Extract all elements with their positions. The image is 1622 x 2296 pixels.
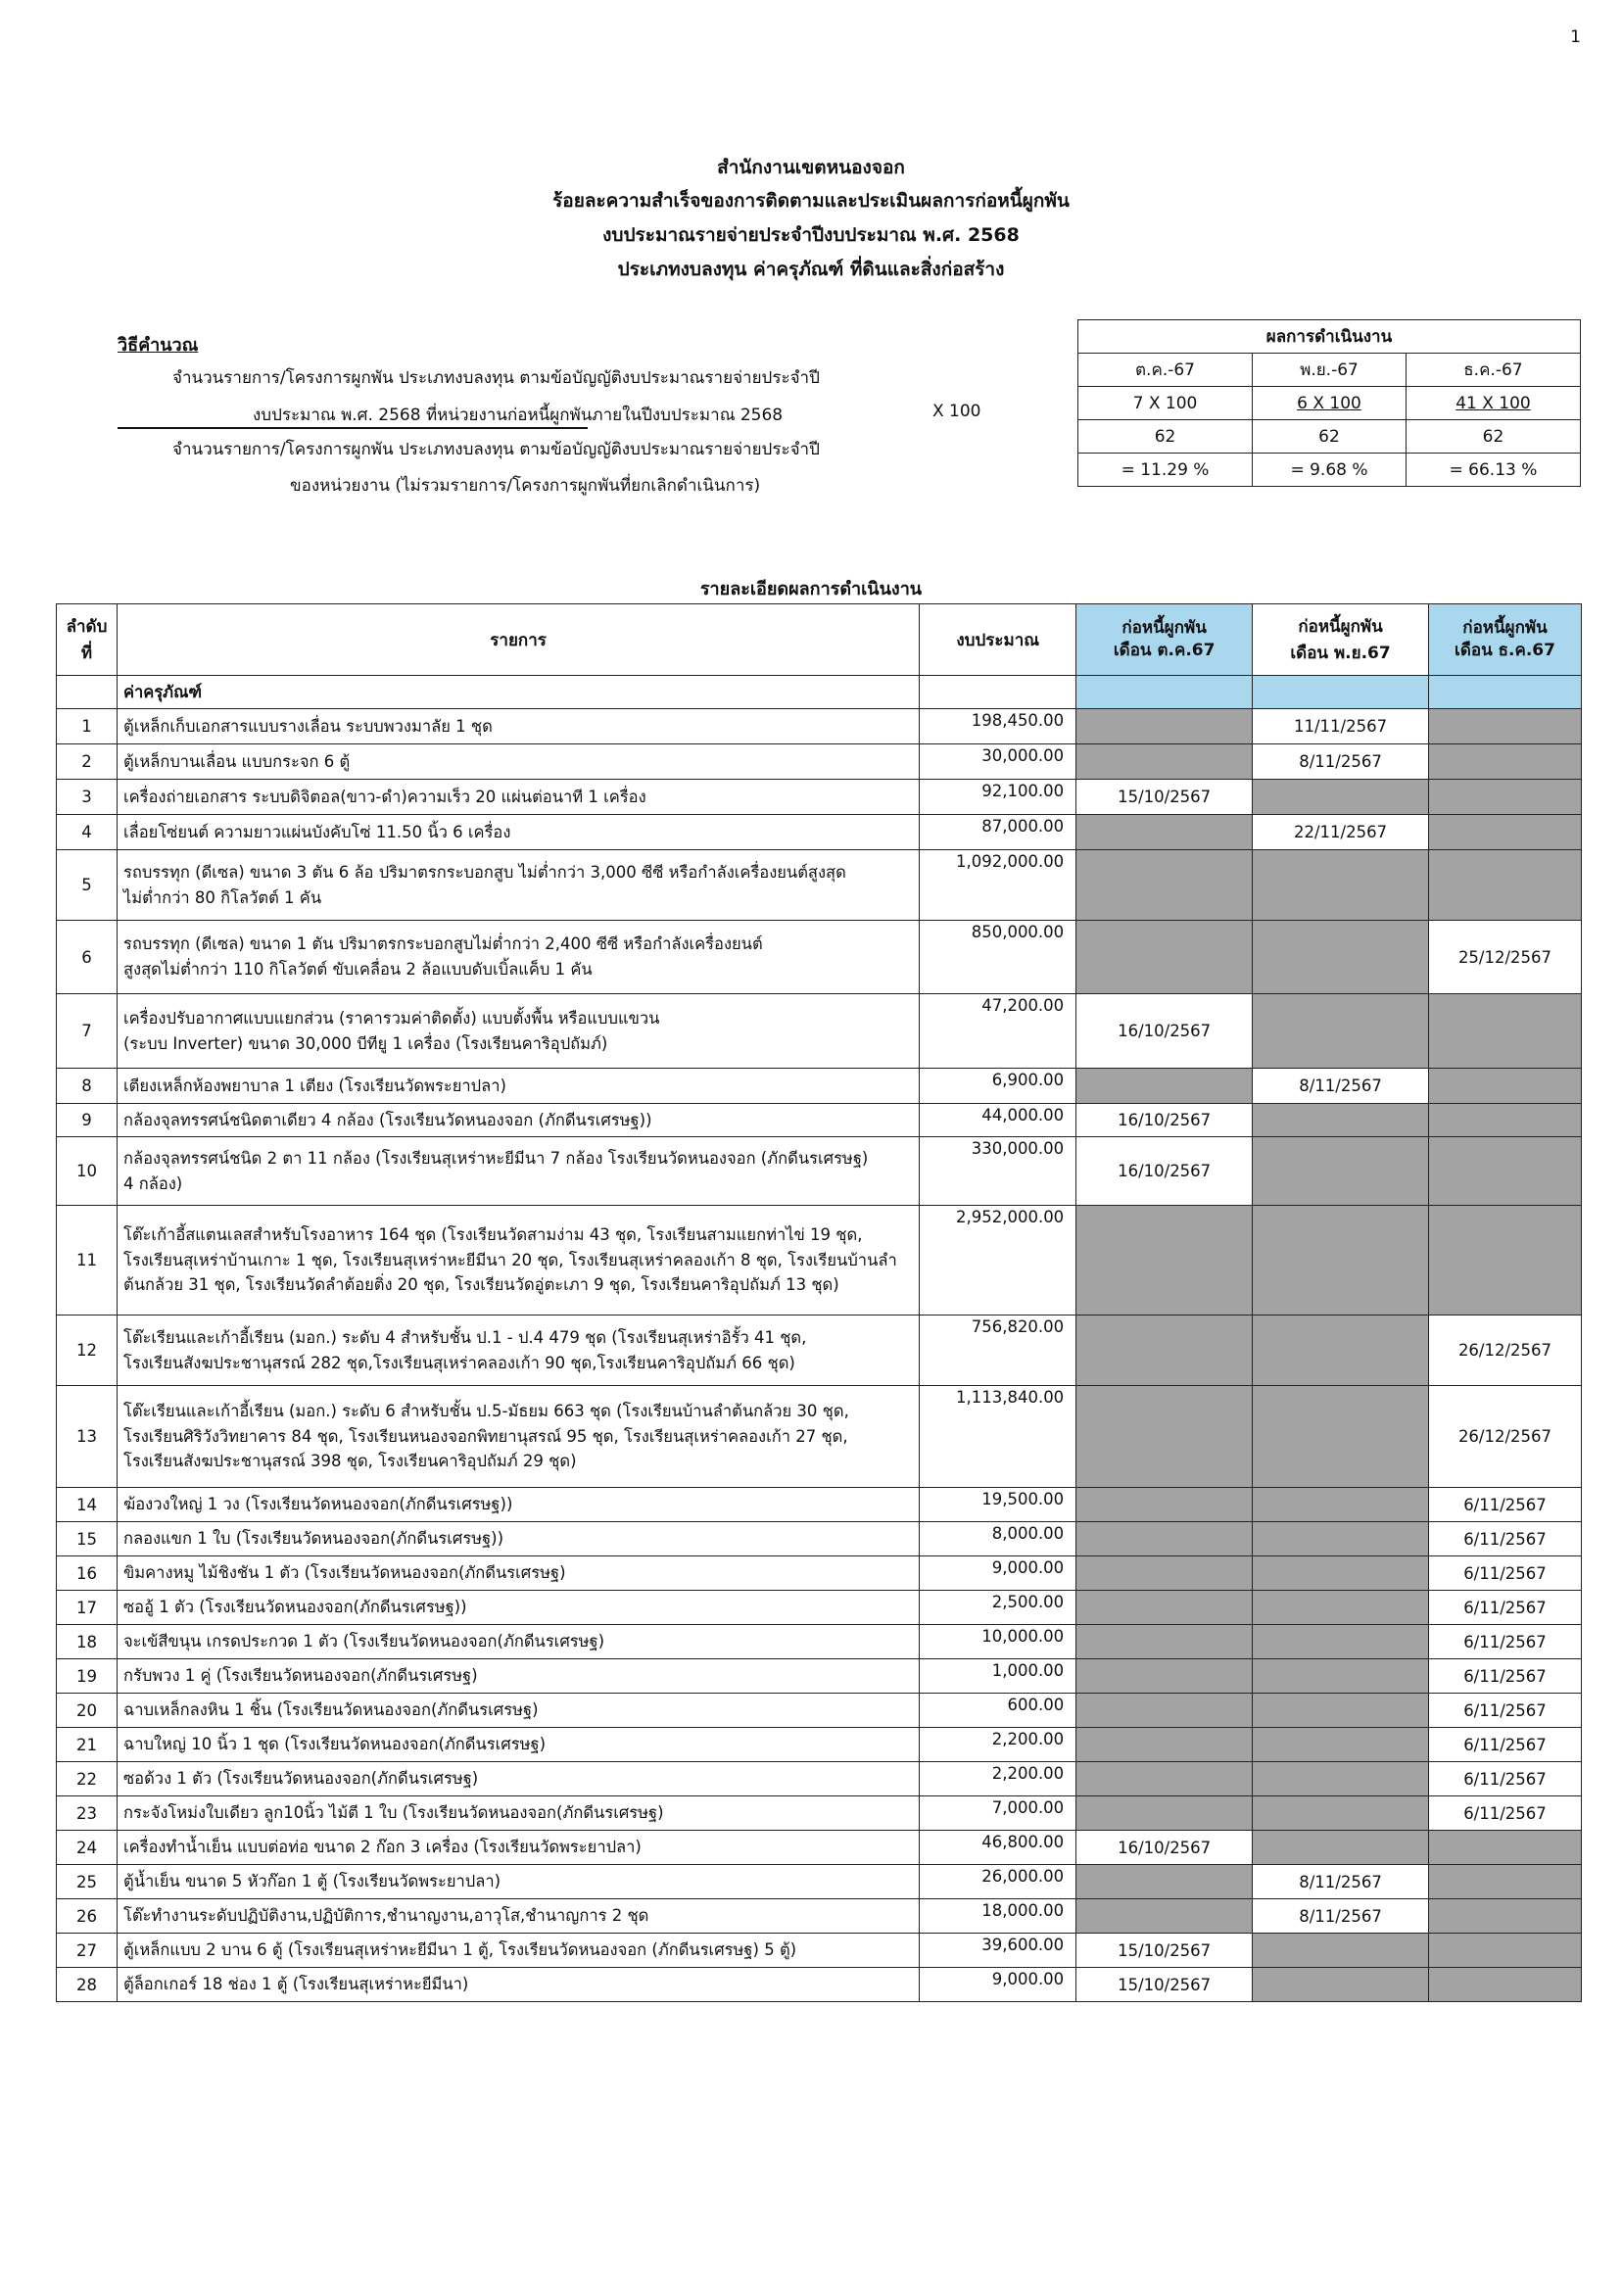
row-item-line: ตู้น้ำเย็น ขนาด 5 หัวก๊อก 1 ตู้ (โรงเรียนวัดพระยาปลา) [122, 1872, 501, 1891]
row-commit-dec [1429, 1831, 1582, 1865]
row-commit-nov [1253, 1556, 1429, 1591]
page-number: 1 [1570, 27, 1581, 47]
row-commit-oct: 16/10/2567 [1076, 1104, 1253, 1137]
row-number: 24 [57, 1831, 118, 1865]
row-commit-dec: 26/12/2567 [1429, 1386, 1582, 1488]
row-commit-oct: 16/10/2567 [1076, 1137, 1253, 1206]
row-commit-nov [1253, 994, 1429, 1069]
header-oct-line-2: เดือน ต.ค.67 [1113, 641, 1216, 660]
row-budget: 2,200.00 [920, 1762, 1076, 1796]
row-number: 19 [57, 1659, 118, 1694]
row-commit-dec: 6/11/2567 [1429, 1659, 1582, 1694]
row-commit-nov [1253, 1728, 1429, 1762]
row-commit-dec: 6/11/2567 [1429, 1796, 1582, 1831]
row-commit-dec [1429, 1069, 1582, 1104]
row-commit-dec: 26/12/2567 [1429, 1315, 1582, 1386]
row-number: 7 [57, 994, 118, 1069]
row-item-line: โรงเรียนสังฆประชานุสรณ์ 398 ชุด, โรงเรียนคาริอุปถัมภ์ 29 ชุด) [122, 1452, 577, 1471]
row-number: 14 [57, 1488, 118, 1522]
row-item-line: 4 กล้อง) [122, 1173, 183, 1193]
row-number: 3 [57, 780, 118, 815]
row-commit-nov: 8/11/2567 [1253, 1865, 1429, 1899]
row-budget: 7,000.00 [920, 1796, 1076, 1831]
row-item [117, 1104, 919, 1137]
header-oct-line-1: ก่อหนี้ผูกพัน [1121, 618, 1207, 639]
row-commit-oct [1076, 1762, 1253, 1796]
row-commit-dec: 6/11/2567 [1429, 1694, 1582, 1728]
table-row [57, 1831, 1582, 1865]
row-item-line: จะเข้สีขนุน เกรดประกวด 1 ตัว (โรงเรียนวัดหนองจอก(ภักดีนรเศรษฐ) [122, 1632, 605, 1651]
row-commit-dec [1429, 1104, 1582, 1137]
row-commit-dec [1429, 815, 1582, 850]
calc-heading: วิธีคำนวณ [118, 335, 199, 356]
category-oct-cell [1076, 676, 1253, 709]
row-item [117, 815, 919, 850]
table-row [57, 1104, 1582, 1137]
header-nov-line-2: เดือน พ.ย.67 [1290, 644, 1391, 663]
row-commit-oct [1076, 744, 1253, 780]
row-item-line: ฉาบใหญ่ 10 นิ้ว 1 ชุด (โรงเรียนวัดหนองจอก(ภักดีนรเศรษฐ) [122, 1735, 547, 1754]
row-item [117, 1865, 919, 1899]
row-item [117, 1488, 919, 1522]
table-row [57, 1934, 1582, 1968]
row-commit-dec [1429, 1206, 1582, 1315]
row-commit-oct: 15/10/2567 [1076, 1934, 1253, 1968]
category-label: ค่าครุภัณฑ์ [117, 676, 919, 709]
row-budget: 46,800.00 [920, 1831, 1076, 1865]
row-commit-oct [1076, 1796, 1253, 1831]
row-commit-oct [1076, 1386, 1253, 1488]
row-commit-nov [1253, 1796, 1429, 1831]
row-budget: 39,600.00 [920, 1934, 1076, 1968]
row-item [117, 1315, 919, 1386]
table-row [57, 1694, 1582, 1728]
result-percent-dec: = 66.13 % [1406, 454, 1580, 487]
row-commit-nov [1253, 1488, 1429, 1522]
office-name: สำนักงานเขตหนองจอก [717, 157, 905, 178]
row-item-line: กลองแขก 1 ใบ (โรงเรียนวัดหนองจอก(ภักดีนรเศรษฐ)) [122, 1529, 504, 1549]
row-commit-nov [1253, 1386, 1429, 1488]
row-commit-nov: 8/11/2567 [1253, 1069, 1429, 1104]
row-item [117, 1522, 919, 1556]
row-budget: 2,500.00 [920, 1591, 1076, 1625]
row-item-line: ต้นกล้วย 31 ชุด, โรงเรียนวัดลำต้อยติ่ง 20 ชุด, โรงเรียนวัดอู่ตะเภา 9 ชุด, โรงเรียนคาริอุปถัมภ์ 13 ชุด) [122, 1275, 839, 1295]
result-month-nov: พ.ย.-67 [1253, 354, 1407, 387]
row-commit-oct [1076, 1069, 1253, 1104]
row-budget: 9,000.00 [920, 1968, 1076, 2002]
row-budget: 9,000.00 [920, 1556, 1076, 1591]
table-row [57, 1865, 1582, 1899]
table-row [57, 1659, 1582, 1694]
row-commit-dec: 6/11/2567 [1429, 1556, 1582, 1591]
row-commit-oct: 16/10/2567 [1076, 994, 1253, 1069]
row-commit-dec [1429, 709, 1582, 744]
row-commit-nov [1253, 1104, 1429, 1137]
row-item [117, 709, 919, 744]
result-numerator-nov: 6 X 100 [1253, 387, 1407, 420]
row-commit-dec [1429, 1934, 1582, 1968]
row-item [117, 1556, 919, 1591]
row-item-line: ตู้ล็อกเกอร์ 18 ช่อง 1 ตู้ (โรงเรียนสุเหร่าหะยีมีนา) [122, 1975, 469, 1994]
row-commit-nov [1253, 1591, 1429, 1625]
investment-type-line: ประเภทงบลงทุน ค่าครุภัณฑ์ ที่ดินและสิ่งก่อสร้าง [617, 259, 1005, 280]
row-item-line: เครื่องถ่ายเอกสาร ระบบดิจิตอล(ขาว-ดำ)ความเร็ว 20 แผ่นต่อนาที 1 เครื่อง [122, 787, 646, 806]
row-commit-nov: 22/11/2567 [1253, 815, 1429, 850]
table-row [57, 1625, 1582, 1659]
row-budget: 198,450.00 [920, 709, 1076, 744]
budget-year-line: งบประมาณรายจ่ายประจำปีงบประมาณ พ.ศ. 2568 [602, 224, 1020, 246]
result-denominator-dec: 62 [1406, 420, 1580, 454]
row-item-line: โต๊ะทำงานระดับปฏิบัติงาน,ปฏิบัติการ,ชำนาญงาน,อาวุโส,ชำนาญการ 2 ชุด [122, 1906, 649, 1926]
row-item-line: รถบรรทุก (ดีเซล) ขนาด 1 ตัน ปริมาตรกระบอกสูบไม่ต่ำกว่า 2,400 ซีซี หรือกำลังเครื่องยนต์ [122, 934, 763, 954]
row-budget: 2,200.00 [920, 1728, 1076, 1762]
row-item-line: เลื่อยโซ่ยนต์ ความยาวแผ่นบังคับโซ่ 11.50 นิ้ว 6 เครื่อง [122, 822, 511, 841]
row-item [117, 921, 919, 994]
row-number: 12 [57, 1315, 118, 1386]
row-commit-oct [1076, 1315, 1253, 1386]
row-item-line: ฉาบเหล็กลงหิน 1 ชิ้น (โรงเรียนวัดหนองจอก(ภักดีนรเศรษฐ) [122, 1700, 539, 1720]
row-budget: 87,000.00 [920, 815, 1076, 850]
row-item-line: โรงเรียนสังฆประชานุสรณ์ 282 ชุด,โรงเรียนสุเหร่าคลองเก้า 90 ชุด,โรงเรียนคาริอุปถัมภ์ 66 ชุด) [122, 1353, 795, 1372]
row-item-line: โรงเรียนศิริวังวิทยาคาร 84 ชุด, โรงเรียนหนองจอกพิทยานุสรณ์ 95 ชุด, โรงเรียนสุเหร่าคลองเก้า 27 ชุด, [122, 1426, 848, 1446]
calc-denominator-line-1: จำนวนรายการ/โครงการผูกพัน ประเภทงบลงทุน ตามข้อบัญญัติงบประมาณรายจ่ายประจำปี [172, 440, 820, 459]
row-number: 27 [57, 1934, 118, 1968]
row-commit-nov [1253, 921, 1429, 994]
row-commit-oct [1076, 1556, 1253, 1591]
row-item [117, 780, 919, 815]
row-budget: 6,900.00 [920, 1069, 1076, 1104]
row-number: 5 [57, 850, 118, 921]
detail-table [56, 603, 1582, 2002]
row-commit-dec [1429, 1137, 1582, 1206]
row-item-line: โรงเรียนสุเหร่าบ้านเกาะ 1 ชุด, โรงเรียนสุเหร่าหะยีมีนา 20 ชุด, โรงเรียนสุเหร่าคลองเก้า 8 ชุด, โรงเรียนบ้านลำ [122, 1250, 897, 1269]
row-budget: 19,500.00 [920, 1488, 1076, 1522]
header-nov [1253, 604, 1429, 676]
row-budget: 1,092,000.00 [920, 850, 1076, 921]
row-item-line: ฆ้องวงใหญ่ 1 วง (โรงเรียนวัดหนองจอก(ภักดีนรเศรษฐ)) [122, 1495, 513, 1514]
result-denominator-oct: 62 [1078, 420, 1253, 454]
row-budget: 47,200.00 [920, 994, 1076, 1069]
row-commit-dec: 6/11/2567 [1429, 1625, 1582, 1659]
row-commit-oct [1076, 709, 1253, 744]
row-commit-dec [1429, 1899, 1582, 1934]
table-row [57, 1796, 1582, 1831]
row-item-line: กล้องจุลทรรศน์ชนิดตาเดียว 4 กล้อง (โรงเรียนวัดหนองจอก (ภักดีนรเศรษฐ)) [122, 1110, 652, 1129]
row-number: 4 [57, 815, 118, 850]
row-item [117, 1796, 919, 1831]
row-commit-oct [1076, 1206, 1253, 1315]
table-row [57, 1386, 1582, 1488]
row-commit-nov: 8/11/2567 [1253, 744, 1429, 780]
result-denominator-nov: 62 [1253, 420, 1407, 454]
row-item-line: ซออู้ 1 ตัว (โรงเรียนวัดหนองจอก(ภักดีนรเศรษฐ)) [122, 1598, 467, 1617]
row-item-line: ซอด้วง 1 ตัว (โรงเรียนวัดหนองจอก(ภักดีนรเศรษฐ) [122, 1769, 479, 1789]
row-commit-dec [1429, 744, 1582, 780]
table-row [57, 1556, 1582, 1591]
table-row [57, 1728, 1582, 1762]
row-budget: 92,100.00 [920, 780, 1076, 815]
row-commit-dec: 6/11/2567 [1429, 1762, 1582, 1796]
row-item [117, 1762, 919, 1796]
row-budget: 8,000.00 [920, 1522, 1076, 1556]
row-commit-nov [1253, 1762, 1429, 1796]
row-budget: 756,820.00 [920, 1315, 1076, 1386]
row-item-line: ตู้เหล็กบานเลื่อน แบบกระจก 6 ตู้ [122, 751, 351, 771]
row-item [117, 1386, 919, 1488]
table-row [57, 1968, 1582, 2002]
row-item [117, 1137, 919, 1206]
row-item-line: กระจังโหม่งใบเดียว ลูก10นิ้ว ไม้ตี 1 ใบ (โรงเรียนวัดหนองจอก(ภักดีนรเศรษฐ) [122, 1803, 664, 1823]
row-number: 22 [57, 1762, 118, 1796]
row-number: 1 [57, 709, 118, 744]
row-budget: 1,113,840.00 [920, 1386, 1076, 1488]
row-commit-nov [1253, 1968, 1429, 2002]
row-item [117, 994, 919, 1069]
row-item-line: โต๊ะเก้าอี้สแตนเลสสำหรับโรงอาหาร 164 ชุด (โรงเรียนวัดสามง่าม 43 ชุด, โรงเรียนสามแยกท่าไข่ 19 ชุด, [122, 1225, 863, 1245]
row-commit-nov: 8/11/2567 [1253, 1899, 1429, 1934]
row-number: 26 [57, 1899, 118, 1934]
category-budget-cell [920, 676, 1076, 709]
row-budget: 18,000.00 [920, 1899, 1076, 1934]
row-item [117, 1899, 919, 1934]
row-commit-oct [1076, 1591, 1253, 1625]
row-number: 18 [57, 1625, 118, 1659]
result-percent-oct: = 11.29 % [1078, 454, 1253, 487]
table-row [57, 1488, 1582, 1522]
row-commit-dec [1429, 1865, 1582, 1899]
row-item-line: ตู้เหล็กเก็บเอกสารแบบรางเลื่อน ระบบพวงมาลัย 1 ชุด [122, 716, 493, 736]
row-item-line: กรับพวง 1 คู่ (โรงเรียนวัดหนองจอก(ภักดีนรเศรษฐ) [122, 1666, 478, 1686]
row-item-line: เตียงเหล็กห้องพยาบาล 1 เตียง (โรงเรียนวัดพระยาปลา) [122, 1076, 506, 1095]
detail-body [57, 676, 1582, 2002]
row-item [117, 850, 919, 921]
results-table [1077, 319, 1581, 487]
header-dec-line-2: เดือน ธ.ค.67 [1455, 641, 1555, 660]
row-commit-nov [1253, 1315, 1429, 1386]
header-budget: งบประมาณ [920, 604, 1076, 676]
row-commit-dec: 6/11/2567 [1429, 1728, 1582, 1762]
row-item [117, 1968, 919, 2002]
row-commit-oct [1076, 1488, 1253, 1522]
header-dec [1429, 604, 1582, 676]
header-item: รายการ [117, 604, 919, 676]
row-commit-nov [1253, 1694, 1429, 1728]
row-commit-nov: 11/11/2567 [1253, 709, 1429, 744]
row-budget: 30,000.00 [920, 744, 1076, 780]
results-heading: ผลการดำเนินงาน [1078, 320, 1581, 354]
result-month-oct: ต.ค.-67 [1078, 354, 1253, 387]
row-item [117, 1934, 919, 1968]
row-budget: 26,000.00 [920, 1865, 1076, 1899]
multiplier-text: X 100 [932, 402, 981, 421]
calc-numerator-line-1: จำนวนรายการ/โครงการผูกพัน ประเภทงบลงทุน ตามข้อบัญญัติงบประมาณรายจ่ายประจำปี [172, 368, 820, 388]
row-budget: 850,000.00 [920, 921, 1076, 994]
row-number: 15 [57, 1522, 118, 1556]
fraction-rule [118, 427, 588, 429]
header-nov-line-1: ก่อหนี้ผูกพัน [1298, 617, 1383, 637]
category-row [57, 676, 1582, 709]
row-commit-oct [1076, 1522, 1253, 1556]
row-commit-oct [1076, 1625, 1253, 1659]
row-commit-dec: 6/11/2567 [1429, 1488, 1582, 1522]
row-number: 10 [57, 1137, 118, 1206]
row-item [117, 1728, 919, 1762]
row-commit-dec [1429, 850, 1582, 921]
header-oct [1076, 604, 1253, 676]
result-month-dec: ธ.ค.-67 [1406, 354, 1580, 387]
row-number: 13 [57, 1386, 118, 1488]
table-row [57, 815, 1582, 850]
row-commit-nov [1253, 1934, 1429, 1968]
report-title: ร้อยละความสำเร็จของการติดตามและประเมินผลการก่อหนี้ผูกพัน [552, 190, 1070, 212]
row-item [117, 1591, 919, 1625]
row-budget: 330,000.00 [920, 1137, 1076, 1206]
row-number: 2 [57, 744, 118, 780]
row-commit-nov [1253, 1206, 1429, 1315]
table-row [57, 994, 1582, 1069]
row-commit-nov [1253, 780, 1429, 815]
row-budget: 1,000.00 [920, 1659, 1076, 1694]
row-commit-oct [1076, 815, 1253, 850]
row-commit-nov [1253, 1137, 1429, 1206]
row-item-line: เครื่องปรับอากาศแบบแยกส่วน (ราคารวมค่าติดตั้ง) แบบตั้งพื้น หรือแบบแขวน [122, 1008, 660, 1028]
row-commit-dec [1429, 780, 1582, 815]
row-commit-oct: 15/10/2567 [1076, 780, 1253, 815]
table-row [57, 1069, 1582, 1104]
table-row [57, 921, 1582, 994]
row-budget: 600.00 [920, 1694, 1076, 1728]
table-row [57, 1206, 1582, 1315]
table-row [57, 1137, 1582, 1206]
row-item-line: ไม่ต่ำกว่า 80 กิโลวัตต์ 1 คัน [122, 887, 322, 907]
table-row [57, 1522, 1582, 1556]
row-commit-nov [1253, 1659, 1429, 1694]
table-row [57, 780, 1582, 815]
table-row [57, 1762, 1582, 1796]
row-commit-oct [1076, 1899, 1253, 1934]
calc-numerator-line-2: งบประมาณ พ.ศ. 2568 ที่หน่วยงานก่อหนี้ผูกพันภายในปีงบประมาณ 2568 [253, 406, 784, 425]
table-row [57, 1315, 1582, 1386]
table-row [57, 1591, 1582, 1625]
row-number: 28 [57, 1968, 118, 2002]
result-numerator-dec: 41 X 100 [1406, 387, 1580, 420]
row-commit-nov [1253, 1522, 1429, 1556]
row-commit-oct [1076, 921, 1253, 994]
row-budget: 10,000.00 [920, 1625, 1076, 1659]
row-number: 8 [57, 1069, 118, 1104]
row-number: 17 [57, 1591, 118, 1625]
row-commit-oct [1076, 1659, 1253, 1694]
row-number: 11 [57, 1206, 118, 1315]
row-item-line: โต๊ะเรียนและเก้าอี้เรียน (มอก.) ระดับ 6 สำหรับชั้น ป.5-มัธยม 663 ชุด (โรงเรียนบ้านลำต้นกล้วย 30 ชุด, [122, 1402, 849, 1421]
row-item-line: กล้องจุลทรรศน์ชนิด 2 ตา 11 กล้อง (โรงเรียนสุเหร่าหะยีมีนา 7 กล้อง โรงเรียนวัดหนองจอก (ภักดีนรเศรษฐ) [122, 1148, 869, 1168]
row-item [117, 744, 919, 780]
row-commit-dec [1429, 994, 1582, 1069]
row-budget: 44,000.00 [920, 1104, 1076, 1137]
category-no-cell [57, 676, 118, 709]
calc-denominator-line-2: ของหน่วยงาน (ไม่รวมรายการ/โครงการผูกพันที่ยกเลิกดำเนินการ) [290, 476, 761, 496]
row-number: 16 [57, 1556, 118, 1591]
row-item-line: เครื่องทำน้ำเย็น แบบต่อท่อ ขนาด 2 ก๊อก 3 เครื่อง (โรงเรียนวัดพระยาปลา) [122, 1838, 642, 1857]
row-commit-oct [1076, 850, 1253, 921]
row-commit-dec: 25/12/2567 [1429, 921, 1582, 994]
row-commit-oct [1076, 1694, 1253, 1728]
row-item [117, 1625, 919, 1659]
row-item-line: โต๊ะเรียนและเก้าอี้เรียน (มอก.) ระดับ 4 สำหรับชั้น ป.1 - ป.4 479 ชุด (โรงเรียนสุเหร่าอิรั้ว 41 ชุด, [122, 1327, 807, 1347]
row-item [117, 1831, 919, 1865]
row-number: 21 [57, 1728, 118, 1762]
row-number: 9 [57, 1104, 118, 1137]
table-row [57, 709, 1582, 744]
row-commit-nov [1253, 1625, 1429, 1659]
row-item-line: รถบรรทุก (ดีเซล) ขนาด 3 ตัน 6 ล้อ ปริมาตรกระบอกสูบ ไม่ต่ำกว่า 3,000 ซีซี หรือกำลังเครื่องยนต์สูงสุด [122, 862, 846, 882]
row-commit-nov [1253, 1831, 1429, 1865]
header-no: ลำดับที่ [57, 604, 118, 676]
table-row [57, 1899, 1582, 1934]
row-item-line: สูงสุดไม่ต่ำกว่า 110 กิโลวัตต์ ขับเคลื่อน 2 ล้อแบบดับเบิ้ลแค็บ 1 คัน [122, 960, 593, 979]
category-dec-cell [1429, 676, 1582, 709]
row-commit-oct [1076, 1728, 1253, 1762]
row-item-line: ขิมคางหมู ไม้ชิงชัน 1 ตัว (โรงเรียนวัดหนองจอก(ภักดีนรเศรษฐ) [122, 1563, 566, 1583]
row-item [117, 1694, 919, 1728]
row-commit-dec [1429, 1968, 1582, 2002]
result-numerator-oct: 7 X 100 [1078, 387, 1253, 420]
table-row [57, 850, 1582, 921]
result-percent-nov: = 9.68 % [1253, 454, 1407, 487]
row-number: 20 [57, 1694, 118, 1728]
row-commit-oct: 16/10/2567 [1076, 1831, 1253, 1865]
row-number: 23 [57, 1796, 118, 1831]
row-commit-dec: 6/11/2567 [1429, 1591, 1582, 1625]
row-item [117, 1069, 919, 1104]
row-item [117, 1659, 919, 1694]
row-item-line: ตู้เหล็กแบบ 2 บาน 6 ตู้ (โรงเรียนสุเหร่าหะยีมีนา 1 ตู้, โรงเรียนวัดหนองจอก (ภักดีนรเศรษฐ) 5 ตู้) [122, 1940, 797, 1960]
row-commit-dec: 6/11/2567 [1429, 1522, 1582, 1556]
row-number: 6 [57, 921, 118, 994]
category-nov-cell [1253, 676, 1429, 709]
row-budget: 2,952,000.00 [920, 1206, 1076, 1315]
header-dec-line-1: ก่อหนี้ผูกพัน [1462, 618, 1548, 639]
row-number: 25 [57, 1865, 118, 1899]
row-item [117, 1206, 919, 1315]
table-row [57, 744, 1582, 780]
row-item-line: (ระบบ Inverter) ขนาด 30,000 บีทียู 1 เครื่อง (โรงเรียนคาริอุปถัมภ์) [122, 1033, 608, 1053]
row-commit-oct: 15/10/2567 [1076, 1968, 1253, 2002]
row-commit-oct [1076, 1865, 1253, 1899]
detail-title: รายละเอียดผลการดำเนินงาน [699, 579, 923, 599]
row-commit-nov [1253, 850, 1429, 921]
